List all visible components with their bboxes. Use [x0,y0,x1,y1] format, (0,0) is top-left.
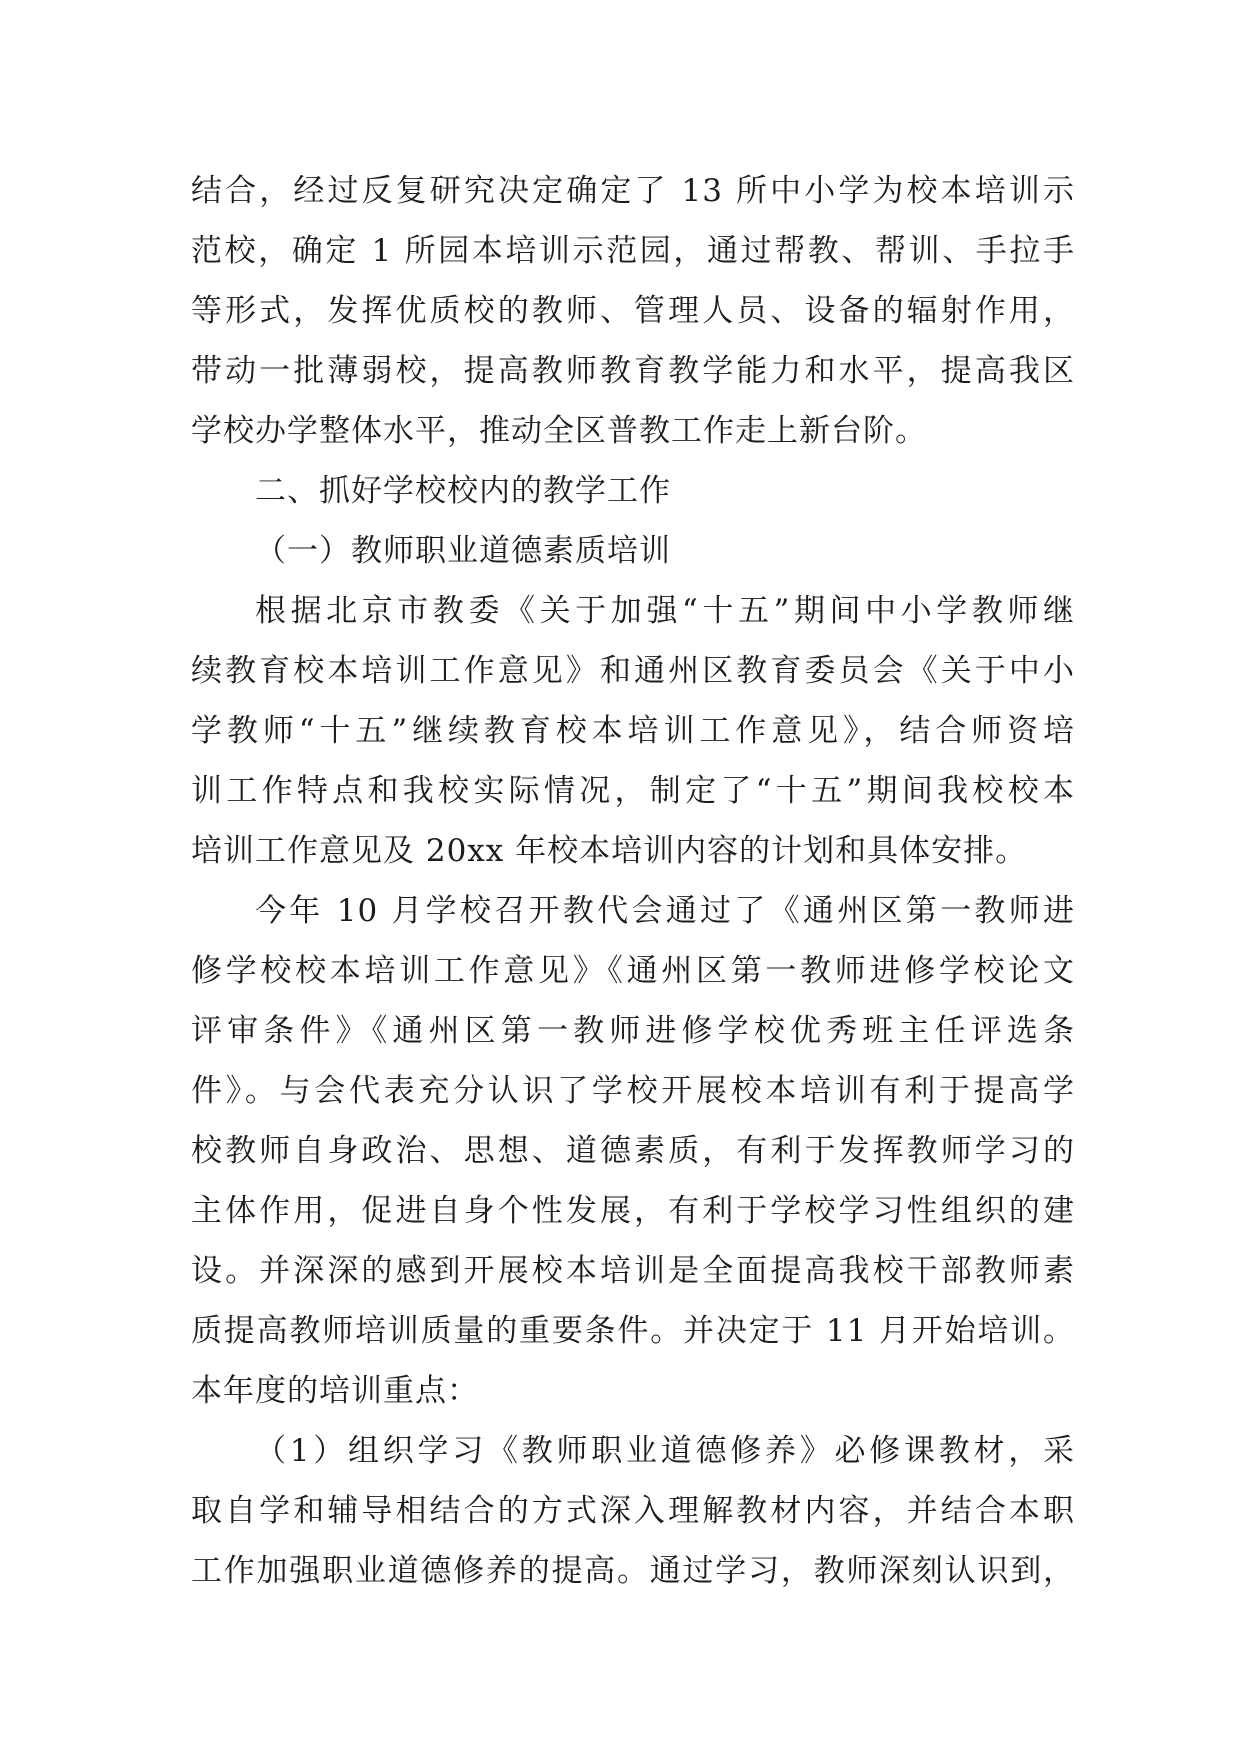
paragraph-line: 取自学和辅导相结合的方式深入理解教材内容，并结合本职 [191,1493,1075,1529]
paragraph-line: 学教师“十五”继续教育校本培训工作意见》，结合师资培 [191,713,1075,749]
paragraph-line: 工作加强职业道德修养的提高。通过学习，教师深刻认识到， [191,1553,1075,1589]
paragraph-line: 评审条件》《通州区第一教师进修学校优秀班主任评选条 [191,1013,1075,1049]
paragraph-line: 根据北京市教委《关于加强“十五”期间中小学教师继 [255,593,1075,629]
paragraph-continued [191,161,1075,461]
paragraph [191,881,1075,1421]
paragraph-line: 带动一批薄弱校，提高教师教育教学能力和水平，提高我区 [191,353,1075,389]
paragraph-line: 范校，确定 1 所园本培训示范园，通过帮教、帮训、手拉手 [191,233,1075,269]
paragraph [191,581,1075,881]
paragraph-line: 结合，经过反复研究决定确定了 13 所中小学为校本培训示 [191,173,1075,209]
paragraph-line: 校教师自身政治、思想、道德素质，有利于发挥教师学习的 [191,1133,1075,1169]
paragraph-line: 等形式，发挥优质校的教师、管理人员、设备的辐射作用， [191,293,1075,329]
section-heading [191,461,1075,521]
paragraph-line: 今年 10 月学校召开教代会通过了《通州区第一教师进 [255,893,1075,929]
paragraph-line: 学校办学整体水平，推动全区普教工作走上新台阶。 [191,413,927,449]
document-body [191,161,1075,1601]
paragraph-line: 设。并深深的感到开展校本培训是全面提高我校干部教师素 [191,1253,1075,1289]
list-item-paragraph [191,1421,1075,1601]
paragraph-line: 续教育校本培训工作意见》和通州区教育委员会《关于中小 [191,653,1075,689]
paragraph-line: 本年度的培训重点： [191,1373,479,1409]
paragraph-line: 件》。与会代表充分认识了学校开展校本培训有利于提高学 [191,1073,1075,1109]
subsection-heading [191,521,1075,581]
paragraph-line: 修学校校本培训工作意见》《通州区第一教师进修学校论文 [191,953,1075,989]
paragraph-line: 培训工作意见及 20xx 年校本培训内容的计划和具体安排。 [191,833,1028,869]
section-heading-text: 二、抓好学校校内的教学工作 [255,473,671,509]
paragraph-line: 主体作用，促进自身个性发展，有利于学校学习性组织的建 [191,1193,1075,1229]
paragraph-line: （1）组织学习《教师职业道德修养》必修课教材，采 [255,1433,1075,1469]
subsection-heading-text: （一）教师职业道德素质培训 [255,533,671,569]
paragraph-line: 训工作特点和我校实际情况，制定了“十五”期间我校校本 [191,773,1075,809]
paragraph-line: 质提高教师培训质量的重要条件。并决定于 11 月开始培训。 [191,1313,1075,1349]
